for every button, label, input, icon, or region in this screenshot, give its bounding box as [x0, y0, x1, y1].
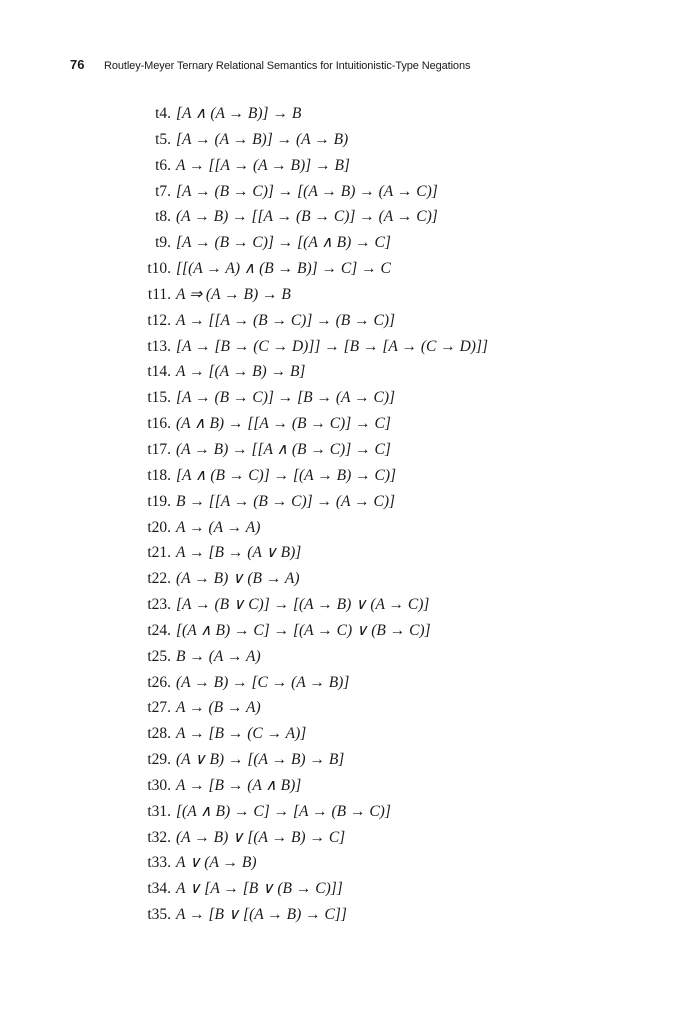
- formula-text: [A ∧ (B → C)] → [(A → B) → C)]: [176, 466, 397, 484]
- formula-row: [0, 647, 682, 673]
- formula-label: t28.: [147, 725, 171, 743]
- formula-text: (A ∧ B) → [[A → (B → C)] → C]: [176, 415, 391, 433]
- formula-text: A → (A → A): [176, 518, 261, 536]
- formula-row: [0, 698, 682, 724]
- formula-text: (A ∨ B) → [(A → B) → B]: [176, 751, 345, 769]
- formula-label: t29.: [147, 751, 171, 769]
- formula-text: [A ∧ (A → B)] → B: [176, 105, 302, 122]
- formula-label: t15.: [147, 389, 171, 407]
- formula-label: t24.: [147, 621, 171, 639]
- formula-text: (A → B) → [[A → (B → C)] → (A → C)]: [176, 208, 438, 226]
- formula-text: (A → B) → [C → (A → B)]: [176, 673, 350, 691]
- formula-text: [A → (A → B)] → (A → B): [176, 130, 349, 148]
- formula-row: [0, 905, 682, 931]
- formula-label: t30.: [147, 776, 171, 794]
- formula-text: [A → (B → C)] → [(A → B) → (A → C)]: [176, 182, 438, 200]
- formula-text: A ∨ [A → [B ∨ (B → C)]]: [176, 880, 343, 898]
- formula-text: [A → (B ∨ C)] → [(A → B) ∨ (A → C)]: [176, 596, 430, 614]
- formula-text: [A → (B → C)] → [B → (A → C)]: [176, 389, 396, 407]
- formula-text: A → (B → A): [176, 699, 261, 717]
- formula-row: [0, 388, 682, 414]
- formula-row: [0, 182, 682, 208]
- formula-row: [0, 492, 682, 518]
- formula-label: t10.: [147, 260, 171, 278]
- formula-label: t22.: [147, 570, 171, 588]
- formula-row: [0, 518, 682, 544]
- formula-text: A → [B → (C → A)]: [176, 725, 307, 743]
- formula-label: t27.: [147, 699, 171, 717]
- formula-label: t13.: [147, 337, 171, 355]
- formula-label: t4.: [155, 105, 171, 122]
- formula-text: (A → B) → [[A ∧ (B → C)] → C]: [176, 440, 391, 458]
- formula-label: t12.: [147, 311, 171, 329]
- formula-row: [0, 750, 682, 776]
- formula-label: t26.: [147, 673, 171, 691]
- formula-text: [(A ∧ B) → C] → [A → (B → C)]: [176, 802, 391, 820]
- formula-row: [0, 156, 682, 182]
- formula-text: A → [[A → (A → B)] → B]: [176, 156, 350, 174]
- formula-text: A → [B ∨ [(A → B) → C]]: [176, 906, 347, 924]
- formula-text: [A → [B → (C → D)]] → [B → [A → (C → D)]]: [176, 337, 489, 355]
- formula-text: (A → B) ∨ (B → A): [176, 570, 300, 588]
- formula-row: [0, 362, 682, 388]
- formula-text: (A → B) ∨ [(A → B) → C]: [176, 828, 346, 846]
- formula-row: [0, 207, 682, 233]
- formula-text: A → [(A → B) → B]: [176, 363, 306, 381]
- formula-row: [0, 828, 682, 854]
- formula-row: [0, 440, 682, 466]
- formula-row: [0, 130, 682, 156]
- formula-list: [0, 104, 682, 931]
- formula-row: [0, 621, 682, 647]
- formula-label: t21.: [147, 544, 171, 562]
- formula-row: [0, 285, 682, 311]
- formula-row: [0, 569, 682, 595]
- formula-label: t5.: [155, 130, 171, 148]
- formula-text: A ∨ (A → B): [176, 854, 257, 872]
- formula-label: t32.: [147, 828, 171, 846]
- formula-text: A → [[A → (B → C)] → (B → C)]: [176, 311, 396, 329]
- formula-label: t18.: [147, 466, 171, 484]
- formula-label: t11.: [147, 285, 171, 303]
- formula-text: [[(A → A) ∧ (B → B)] → C] → C: [176, 260, 391, 278]
- formula-text: A ⇒ (A → B) → B: [176, 285, 291, 303]
- formula-label: t16.: [147, 415, 171, 433]
- formula-text: [A → (B → C)] → [(A ∧ B) → C]: [176, 234, 391, 252]
- page-number: 76: [70, 57, 85, 72]
- formula-text: A → [B → (A ∨ B)]: [176, 544, 302, 562]
- formula-text: B → [[A → (B → C)] → (A → C)]: [176, 492, 396, 510]
- formula-label: t25.: [147, 647, 171, 665]
- formula-label: t35.: [147, 906, 171, 924]
- formula-row: [0, 673, 682, 699]
- formula-label: t8.: [155, 208, 171, 226]
- formula-row: [0, 466, 682, 492]
- formula-label: t7.: [155, 182, 171, 200]
- formula-label: t9.: [155, 234, 171, 252]
- page-header: [0, 57, 682, 73]
- formula-text: B → (A → A): [176, 647, 261, 665]
- formula-label: t17.: [147, 440, 171, 458]
- formula-row: [0, 853, 682, 879]
- formula-row: [0, 776, 682, 802]
- formula-row: [0, 233, 682, 259]
- formula-label: t33.: [147, 854, 171, 872]
- formula-row: [0, 414, 682, 440]
- formula-row: [0, 724, 682, 750]
- formula-row: [0, 543, 682, 569]
- formula-row: [0, 104, 682, 130]
- formula-row: [0, 311, 682, 337]
- formula-text: [(A ∧ B) → C] → [(A → C) ∨ (B → C)]: [176, 621, 431, 639]
- formula-label: t14.: [147, 363, 171, 381]
- formula-row: [0, 802, 682, 828]
- formula-label: t19.: [147, 492, 171, 510]
- formula-row: [0, 595, 682, 621]
- formula-label: t23.: [147, 596, 171, 614]
- formula-label: t6.: [155, 156, 171, 174]
- running-title: Routley-Meyer Ternary Relational Semantics for Intuitionistic-Type Negations: [104, 60, 471, 72]
- formula-label: t34.: [147, 880, 171, 898]
- formula-label: t20.: [147, 518, 171, 536]
- formula-text: A → [B → (A ∧ B)]: [176, 776, 302, 794]
- formula-label: t31.: [147, 802, 171, 820]
- formula-row: [0, 259, 682, 285]
- formula-row: [0, 879, 682, 905]
- formula-row: [0, 337, 682, 363]
